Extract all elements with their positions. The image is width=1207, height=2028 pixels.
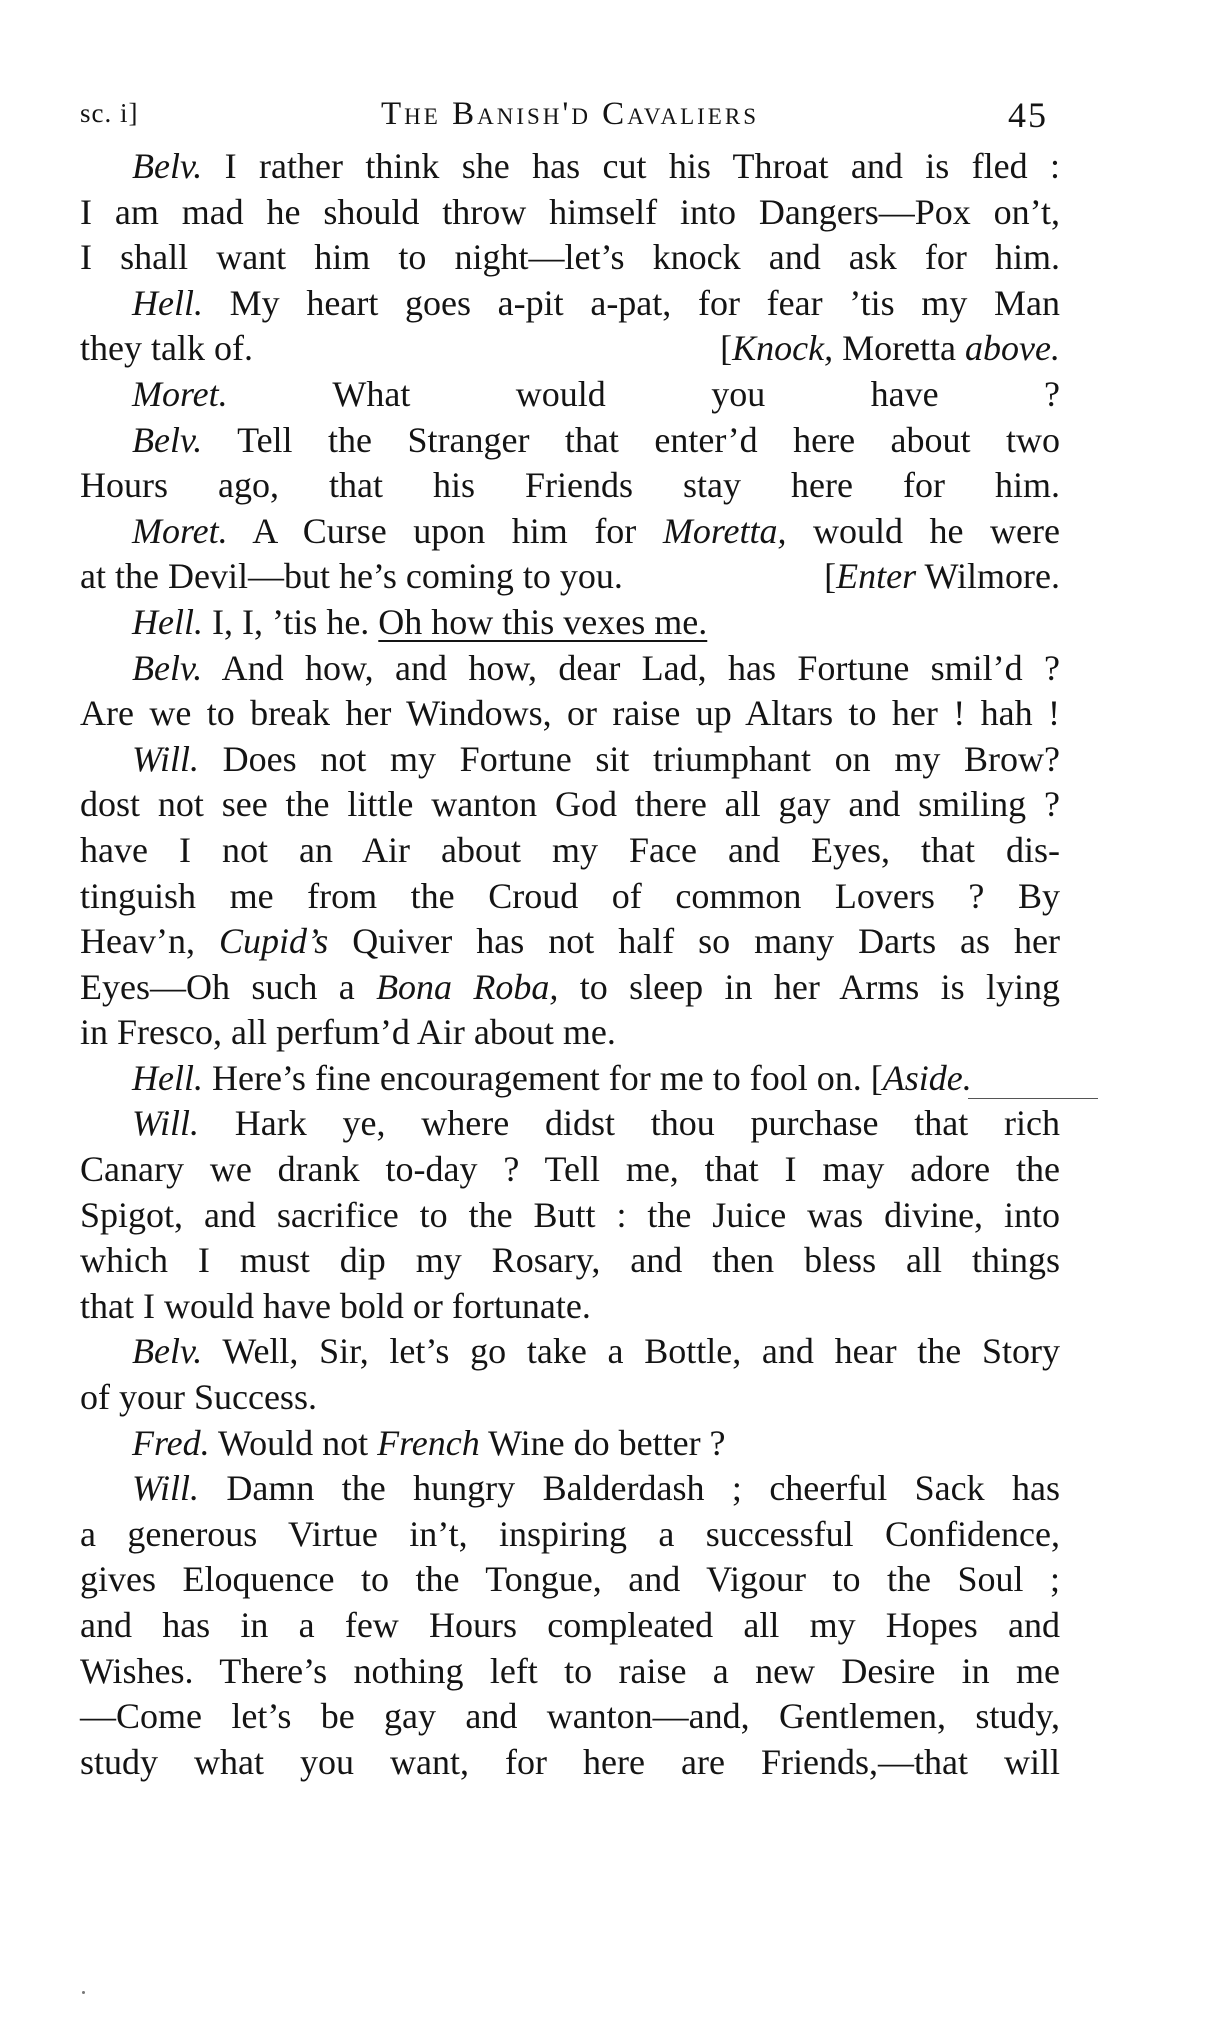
speaker-name: Will. xyxy=(132,738,200,779)
speech-text: Well, Sir, let’s go take a Bottle, and hear the Story xyxy=(202,1331,1060,1372)
stage-direction-text: above. xyxy=(965,328,1060,369)
stage-direction-text: Enter xyxy=(836,556,917,597)
speech-text: dost not see the little wanton God there all gay and smiling ? xyxy=(80,784,1060,825)
text-line xyxy=(80,1284,1060,1330)
speech-text: Hark ye, where didst thou purchase that rich xyxy=(199,1103,1060,1144)
speech-text: I rather think she has cut his Throat and is fled : xyxy=(202,146,1060,186)
text-line xyxy=(80,1512,1060,1558)
page-number: 45 xyxy=(1008,95,1048,135)
text-line xyxy=(80,1466,1060,1512)
speech-text: to sleep in her Arms is lying xyxy=(558,966,1060,1007)
speech-text: I shall want him to night—let’s knock and ask for him. xyxy=(80,237,1060,278)
text-line xyxy=(80,828,1060,874)
speaker-name: Hell. xyxy=(132,1057,203,1098)
speaker-name: Belv. xyxy=(132,146,203,186)
text-line xyxy=(80,372,1060,418)
stage-direction xyxy=(824,554,1060,600)
speech-text: My heart goes a-pit a-pat, for fear ’tis my Man xyxy=(202,282,1060,323)
text-line xyxy=(80,1147,1060,1193)
text-line xyxy=(80,737,1060,783)
speaker-name: Belv. xyxy=(132,647,203,688)
text-line xyxy=(80,144,1060,190)
speech-text: Eyes—Oh such a xyxy=(80,966,377,1007)
speech-text: Tell the Stranger that enter’d here about two xyxy=(202,419,1060,460)
speech-text: Wine do better ? xyxy=(479,1422,726,1463)
emphasis-text: Cupid’s xyxy=(218,921,329,962)
speech-text: What would you have ? xyxy=(227,373,1060,414)
text-line xyxy=(80,1238,1060,1284)
text-line xyxy=(80,418,1060,464)
text-line xyxy=(80,190,1060,236)
book-title: The Banish'd Cavaliers xyxy=(381,96,759,132)
text-line xyxy=(80,326,1060,372)
text-line xyxy=(80,554,1060,600)
text-line xyxy=(80,600,1060,646)
speech-text: Quiver has not half so many Darts as her xyxy=(328,921,1060,962)
text-line xyxy=(80,1010,1060,1056)
character-name: Moretta xyxy=(833,328,966,369)
bracket: [ xyxy=(720,328,733,369)
text-line xyxy=(80,1740,1060,1786)
speech-text: —Come let’s be gay and wanton—and, Gentlemen, study, xyxy=(80,1696,1060,1737)
speech-text: Does not my Fortune sit triumphant on my Brow? xyxy=(199,738,1060,779)
speech-text: Here’s fine encouragement for me to fool on. xyxy=(202,1057,871,1098)
text-line xyxy=(80,1101,1060,1147)
emphasis-text: Moretta, xyxy=(662,510,787,551)
stage-direction-text: Aside. xyxy=(882,1057,972,1098)
speaker-name: Belv. xyxy=(132,419,203,460)
speech-text: which I must dip my Rosary, and then bless all things xyxy=(80,1240,1060,1281)
text-line xyxy=(80,235,1060,281)
running-head xyxy=(80,92,1060,144)
speech-text: they talk of. xyxy=(80,328,253,369)
speech-text: at the Devil—but he’s coming to you. xyxy=(80,556,623,597)
speaker-name: Fred. xyxy=(132,1422,210,1463)
text-line xyxy=(80,782,1060,828)
bracket: [ xyxy=(824,556,837,597)
speech-text: that I would have bold or fortunate. xyxy=(80,1285,591,1326)
emphasis-text: French xyxy=(377,1422,480,1463)
ink-speck xyxy=(82,1991,85,1994)
bracket: [ xyxy=(870,1057,883,1098)
underlined-text: Oh how this vexes me. xyxy=(378,601,708,642)
stage-direction-text: Knock, xyxy=(732,328,834,369)
text-line xyxy=(80,1193,1060,1239)
text-line xyxy=(80,281,1060,327)
speech-text: Canary we drank to-day ? Tell me, that I may adore the xyxy=(80,1149,1060,1190)
text-line xyxy=(80,1329,1060,1375)
text-line xyxy=(80,874,1060,920)
text-line xyxy=(80,1056,1060,1102)
text-line xyxy=(80,1557,1060,1603)
speech-text: Wishes. There’s nothing left to raise a new Desire in me xyxy=(80,1650,1060,1691)
speech-text: I, I, ’tis he. xyxy=(202,601,379,642)
text-line xyxy=(80,965,1060,1011)
scene-marker: sc. i] xyxy=(80,98,139,128)
emphasis-text: Bona Roba, xyxy=(376,966,559,1007)
character-name: Wilmore. xyxy=(916,556,1060,597)
dialogue-text xyxy=(80,144,1060,1785)
speech-text: Heav’n, xyxy=(80,921,219,962)
text-line xyxy=(80,463,1060,509)
text-line xyxy=(80,509,1060,555)
speech-text: Damn the hungry Balderdash ; cheerful Sack has xyxy=(199,1468,1060,1509)
speech-text: in Fresco, all perfum’d Air about me. xyxy=(80,1012,616,1053)
speaker-name: Hell. xyxy=(132,601,203,642)
speech-text: study what you want, for here are Friends,—that will xyxy=(80,1741,1060,1782)
speech-text: gives Eloquence to the Tongue, and Vigour to the Soul ; xyxy=(80,1559,1060,1600)
speaker-name: Will. xyxy=(132,1468,200,1509)
speech-text: a generous Virtue in’t, inspiring a successful Confidence, xyxy=(80,1513,1060,1554)
text-line xyxy=(80,919,1060,965)
text-line xyxy=(80,691,1060,737)
speaker-name: Belv. xyxy=(132,1331,203,1372)
speech-text: tinguish me from the Croud of common Lovers ? By xyxy=(80,875,1060,916)
speaker-name: Will. xyxy=(132,1103,200,1144)
stage-direction xyxy=(720,326,1060,372)
speaker-name: Moret. xyxy=(132,510,228,551)
speech-text: Would not xyxy=(209,1422,378,1463)
speech-text: Are we to break her Windows, or raise up Altars to her ! hah ! xyxy=(80,693,1060,734)
text-line xyxy=(80,1649,1060,1695)
speech-text: I am mad he should throw himself into Dangers—Pox on’t, xyxy=(80,191,1060,232)
speech-text: and has in a few Hours compleated all my Hopes and xyxy=(80,1605,1060,1645)
speech-text: A Curse upon him for xyxy=(227,510,663,551)
text-line xyxy=(80,1603,1060,1649)
speech-text: have I not an Air about my Face and Eyes, that dis- xyxy=(80,829,1060,870)
speech-text: would he were xyxy=(786,510,1060,551)
text-line xyxy=(80,646,1060,692)
speech-text: Hours ago, that his Friends stay here for him. xyxy=(80,465,1060,506)
speaker-name: Hell. xyxy=(132,282,203,323)
speech-text: And how, and how, dear Lad, has Fortune smil’d ? xyxy=(202,647,1060,688)
pencil-mark xyxy=(968,1098,1098,1099)
text-line xyxy=(80,1375,1060,1421)
text-line xyxy=(80,1421,1060,1467)
speech-text: Spigot, and sacrifice to the Butt : the Juice was divine, into xyxy=(80,1194,1060,1235)
speech-text: of your Success. xyxy=(80,1377,317,1418)
book-page xyxy=(80,92,1060,1785)
text-line xyxy=(80,1694,1060,1740)
speaker-name: Moret. xyxy=(132,373,228,414)
